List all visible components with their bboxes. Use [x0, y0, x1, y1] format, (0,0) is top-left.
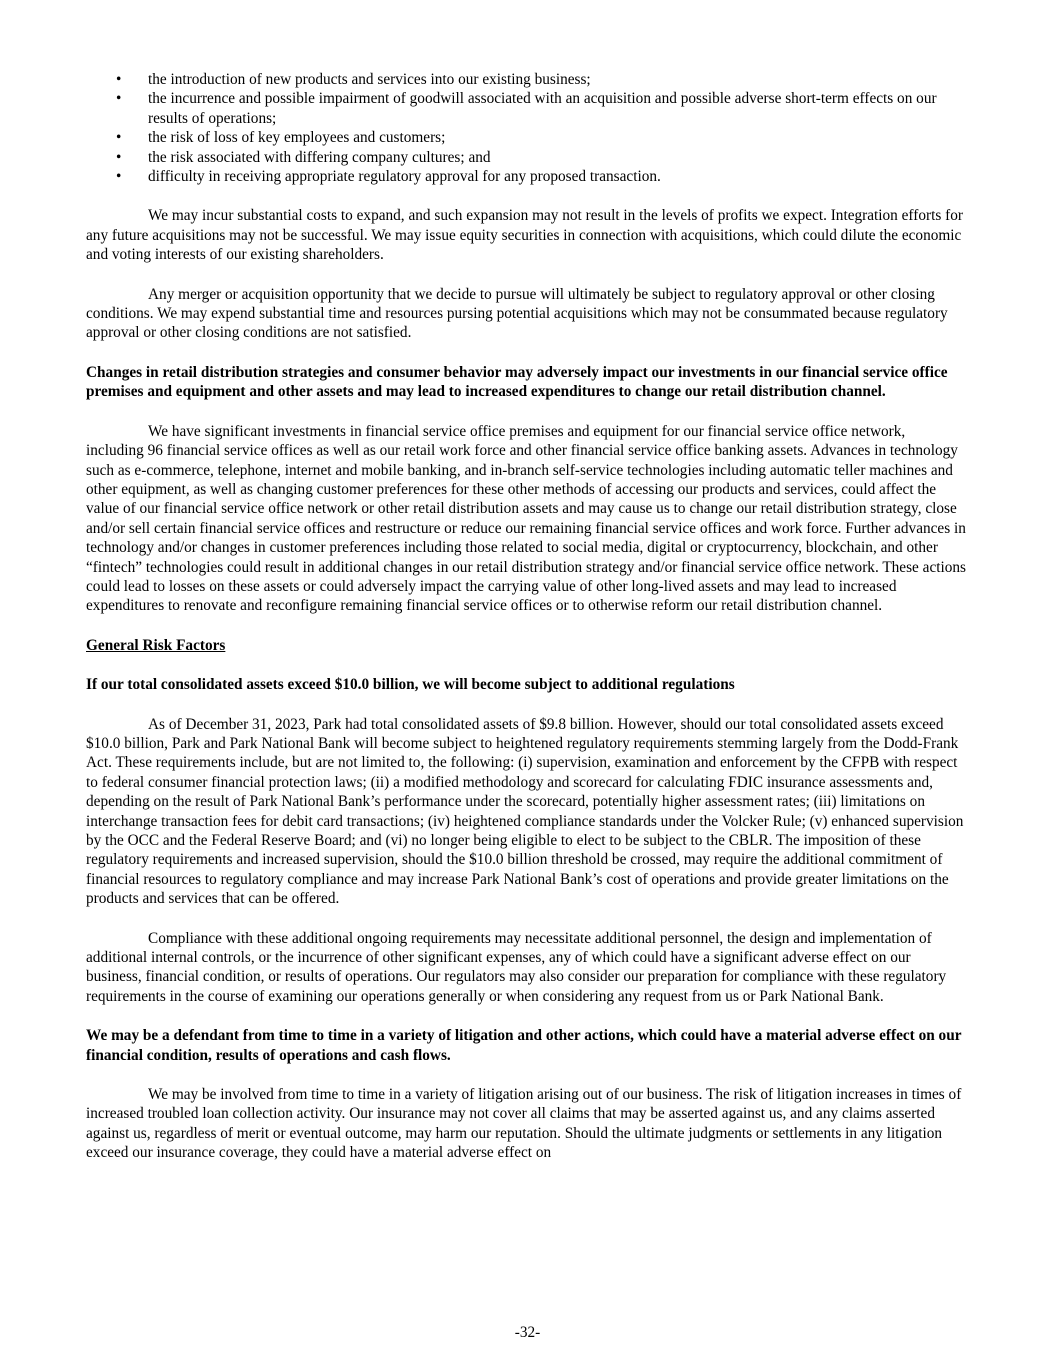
list-item	[86, 70, 966, 89]
page-number: -32-	[514, 1324, 541, 1341]
section-title: General Risk Factors	[86, 636, 226, 654]
list-item-text: the risk of loss of key employees and customers;	[148, 129, 446, 147]
paragraph-expansion-costs: We may incur substantial costs to expand, and such expansion may not result in the levels of profits we expect. Integration efforts for any future acquisitions may not be successful. We may issue equity securities in connection with acquisitions, which could dilute the economic and voting interests of our existing shareholders.	[86, 207, 963, 264]
list-item	[86, 148, 966, 167]
list-item-text: the introduction of new products and services into our existing business;	[148, 71, 591, 88]
paragraph-retail-investments: We have significant investments in financial service office premises and equipment for our financial service office network, including 96 financial service offices as well as our retail work force and other financial service office banking assets. Advances in technology such as e-commerce, telephone, internet and mobile banking, and in-branch self-service technologies including automatic teller machines and other equipment, as well as changing customer preferences for these other methods of accessing our products and services, could affect the value of our financial service office network or other retail distribution assets and may cause us to change our retail distribution strategy, close and/or sell certain financial service offices and restructure or reduce our remaining financial service offices and work force. Further advances in technology and/or changes in customer preferences including those related to social media, digital or cryptocurrency, blockchain, and other “fintech” technologies could result in additional changes in our retail distribution strategy and/or financial service office network. These actions could lead to losses on these assets or could adversely impact the carrying value of other long-lived assets and may lead to increased expenditures to renovate and reconfigure remaining financial service offices or to otherwise reform our retail distribution channel.	[86, 422, 966, 615]
list-item	[86, 89, 966, 128]
bullet-icon: •	[116, 168, 122, 186]
heading-litigation: We may be a defendant from time to time in a variety of litigation and other actions, which could have a material adverse effect on our financial condition, results of operations and cash flows.	[86, 1027, 962, 1064]
document-page	[86, 70, 966, 1163]
paragraph-litigation: We may be involved from time to time in a variety of litigation arising out of our business. The risk of litigation increases in times of increased troubled loan collection activity. Our insurance may not cover all claims that may be asserted against us, and any claims asserted against us, regardless of merit or eventual outcome, may harm our reputation. Should the ultimate judgments or settlements in any litigation exceed our insurance coverage, they could have a material adverse effect on	[86, 1086, 962, 1162]
bullet-icon: •	[116, 71, 122, 88]
list-item-text: the incurrence and possible impairment of goodwill associated with an acquisition and possible adverse short-term effects on our results of operations;	[148, 90, 937, 127]
paragraph-compliance: Compliance with these additional ongoing requirements may necessitate additional personnel, the design and implementation of additional internal controls, or the incurrence of other significant expenses, any of which could have a significant adverse effect on our business, financial condition, or results of operations. Our regulators may also consider our preparation for compliance with these regulatory requirements in the course of examining our operations generally or when considering any request from us or Park National Bank.	[86, 929, 947, 1005]
heading-retail-distribution: Changes in retail distribution strategies and consumer behavior may adversely impact our investments in our financial service office premises and equipment and other assets and may lead to increased expenditures to change our retail distribution channel.	[86, 363, 948, 401]
bullet-list	[86, 70, 966, 186]
list-item-text: the risk associated with differing company cultures; and	[148, 148, 491, 166]
heading-asset-threshold: If our total consolidated assets exceed $10.0 billion, we will become subject to additional regulations	[86, 676, 735, 694]
list-item	[86, 128, 966, 147]
bullet-icon: •	[116, 90, 122, 108]
paragraph-consolidated-assets: As of December 31, 2023, Park had total consolidated assets of $9.8 billion. However, should our total consolidated assets exceed $10.0 billion, Park and Park National Bank will become subject to heightened regulatory requirements stemming largely from the Dodd-Frank Act. These requirements include, but are not limited to, the following: (i) supervision, examination and enforcement by the CFPB with respect to federal consumer financial protection laws; (ii) a modified methodology and scorecard for calculating FDIC insurance assessments and, depending on the result of Park National Bank’s performance under the scorecard, potentially higher assessment rates; (iii) limitations on interchange transaction fees for debit card transactions; (iv) heightened compliance standards under the Volcker Rule; (v) enhanced supervision by the OCC and the Federal Reserve Board; and (vi) no longer being eligible to elect to be subject to the CBLR. The imposition of these regulatory requirements and increased supervision, should the $10.0 billion threshold be crossed, may require the additional commitment of financial resources to regulatory compliance and may increase Park National Bank’s cost of operations and provide greater limitations on the products and services that can be offered.	[86, 715, 964, 908]
bullet-icon: •	[116, 148, 122, 166]
paragraph-merger-approval: Any merger or acquisition opportunity that we decide to pursue will ultimately be subject to regulatory approval or other closing conditions. We may expend substantial time and resources pursing potential acquisitions which may not be consummated because regulatory approval or other closing conditions are not satisfied.	[86, 285, 948, 342]
list-item-text: difficulty in receiving appropriate regulatory approval for any proposed transaction.	[148, 168, 661, 186]
bullet-icon: •	[116, 129, 122, 147]
list-item	[86, 167, 966, 186]
